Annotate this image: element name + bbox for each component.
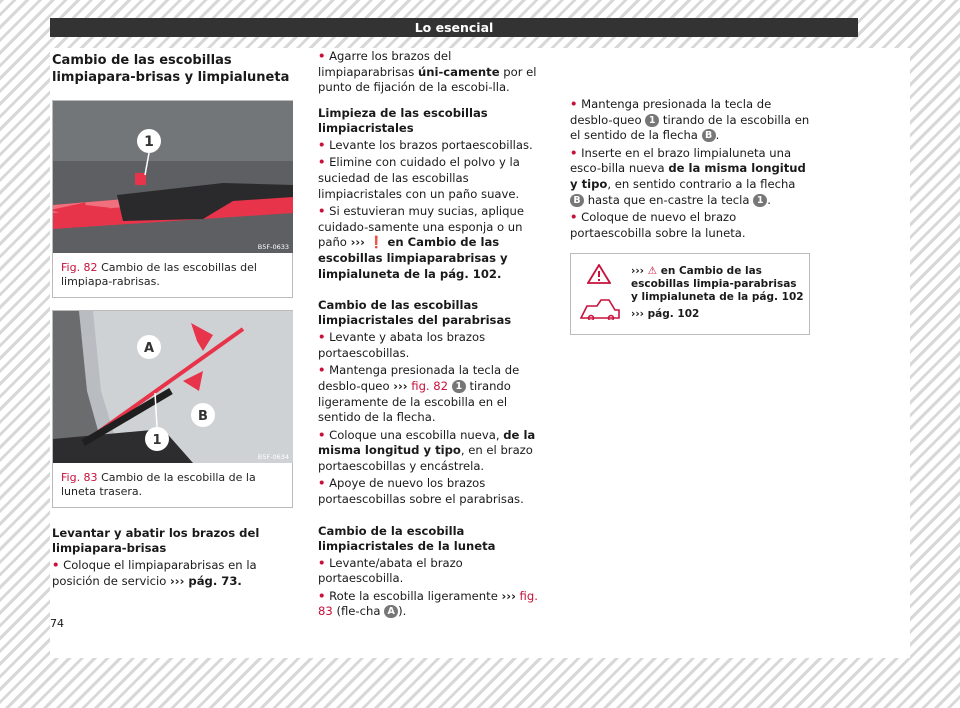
- subsection-title: Levantar y abatir los brazos del limpiapara-brisas: [52, 526, 260, 555]
- bullet-icon: •: [52, 558, 60, 572]
- bullet-icon: •: [570, 210, 578, 225]
- bullet-item: • Si estuvieran muy sucias, aplique cuidado-samente una esponja o un paño ››› ❗ en Cambio de las escobillas limpiaparabrisas y limpialuneta de la pág. 102.: [318, 204, 524, 281]
- bullet-item: • Rote la escobilla ligeramente ››› fig. 83 (fle-cha A ).: [318, 588, 538, 619]
- arrow-icon: ›››: [170, 573, 185, 588]
- page-header: Lo esencial: [50, 18, 858, 37]
- subsection-title: Cambio de las escobillas limpiacristales del parabrisas: [318, 298, 512, 328]
- subsection-title: Cambio de la escobilla limpiacristales de la luneta: [318, 523, 496, 553]
- bullet-icon: •: [570, 145, 578, 160]
- bullet-icon: •: [318, 137, 326, 152]
- figure-link[interactable]: fig. 82: [411, 378, 449, 393]
- bullet-item: • Agarre los brazos del limpiaparabrisas úni-camente por el punto de fijación de la escobi-lla.: [318, 49, 537, 95]
- arrow-icon: ›››: [631, 265, 644, 278]
- warning-link[interactable]: en Cambio de las escobillas limpia-parabrisas y limpialuneta de la pág. 102: [631, 265, 804, 304]
- page-link[interactable]: pág. 102: [647, 308, 700, 321]
- subsection-title: Limpieza de las escobillas limpiacristales: [318, 105, 488, 135]
- figure-83-caption: [53, 463, 292, 507]
- callout-badge: 1: [645, 114, 659, 127]
- warning-circle-icon: ❗: [368, 235, 384, 250]
- figure-83-label-a: A: [143, 341, 155, 356]
- figure-83-number: Fig. 83: [61, 471, 98, 484]
- warning-reference-box: [570, 253, 810, 335]
- bullet-item: • Apoye de nuevo los brazos portaescobillas sobre el parabrisas.: [318, 476, 524, 507]
- section-title: Cambio de las escobillas limpiapara-brisas y limpialuneta: [52, 53, 290, 85]
- warning-triangle-icon: [587, 264, 611, 284]
- arrow-icon: ›››: [501, 588, 516, 603]
- bullet-item: • Coloque una escobilla nueva, de la misma longitud y tipo, en el brazo portaescobillas y encástrela.: [318, 427, 536, 473]
- column-1: [52, 52, 293, 591]
- arrow-icon: ›››: [393, 378, 408, 393]
- bullet-item: • Levante los brazos portaescobillas.: [318, 137, 533, 152]
- bullet-icon: •: [318, 476, 326, 491]
- callout-badge: A: [384, 605, 398, 618]
- bullet-item: • Coloque de nuevo el brazo portaescobilla sobre la luneta.: [570, 210, 746, 240]
- figure-83: [52, 310, 293, 508]
- bullet-icon: •: [318, 49, 326, 63]
- callout-badge: B: [570, 194, 584, 207]
- bullet-item: • Levante/abata el brazo portaescobilla.: [318, 555, 463, 586]
- warning-triangle-small-icon: ⚠: [647, 265, 658, 278]
- figure-82-caption: [53, 253, 292, 297]
- bullet-icon: •: [318, 427, 326, 442]
- figure-82-image: [53, 101, 293, 253]
- figure-82: [52, 100, 293, 298]
- page-link[interactable]: pág. 73.: [188, 573, 242, 588]
- callout-badge: 1: [753, 194, 767, 207]
- bullet-item: • Mantenga presionada la tecla de desblo-queo ››› fig. 82 1 tirando ligeramente de la escobilla en el sentido de la flecha.: [318, 363, 520, 425]
- bullet-icon: •: [318, 204, 326, 219]
- figure-83-label-1: 1: [152, 433, 162, 448]
- figure-82-label-1: 1: [144, 134, 154, 150]
- car-care-icon: [579, 296, 621, 320]
- warning-reference-1: [631, 265, 806, 304]
- bullet-item: • Mantenga presionada la tecla de desblo-queo 1 tirando de la escobilla en el sentido de la flecha B .: [570, 97, 810, 143]
- warning-link[interactable]: en Cambio de las escobillas limpiaparabrisas y limpialuneta de la pág. 102.: [318, 235, 508, 281]
- arrow-icon: ›››: [350, 235, 365, 250]
- figure-82-number: Fig. 82: [61, 261, 98, 274]
- figure-82-caption-text: Cambio de las escobillas del limpiapa-rabrisas.: [61, 261, 257, 288]
- callout-badge: B: [702, 129, 716, 142]
- bullet-item: • Inserte en el brazo limpialuneta una esco-billa nueva de la misma longitud y tipo, en sentido contrario a la flecha B hasta que en-castre la tecla 1 .: [570, 145, 806, 207]
- bullet-icon: •: [318, 330, 326, 345]
- callout-badge: 1: [452, 380, 466, 393]
- bullet-icon: •: [318, 155, 326, 170]
- arrow-icon: ›››: [631, 308, 644, 321]
- bullet-icon: •: [570, 97, 578, 111]
- figure-83-label-b: B: [198, 409, 208, 424]
- bullet-icon: •: [318, 588, 326, 603]
- figure-82-code: B5F-0633: [257, 243, 289, 251]
- figure-link[interactable]: fig. 83: [318, 588, 538, 619]
- bullet-item: • Coloque el limpiaparabrisas en la posición de servicio ››› pág. 73.: [52, 558, 257, 588]
- bullet-icon: •: [318, 363, 326, 378]
- column-2: [318, 49, 550, 622]
- warning-reference-2: [631, 308, 806, 321]
- column-3: [570, 97, 810, 335]
- bullet-item: • Levante y abata los brazos portaescobillas.: [318, 330, 486, 360]
- bullet-icon: •: [318, 555, 326, 570]
- page-number: 74: [50, 617, 64, 630]
- figure-83-caption-text: Cambio de la escobilla de la luneta trasera.: [61, 471, 256, 498]
- figure-83-code: B5F-0634: [257, 453, 289, 461]
- figure-83-image: [53, 311, 293, 463]
- bullet-item: • Elimine con cuidado el polvo y la suciedad de las escobillas limpiacristales con un paño suave.: [318, 155, 520, 201]
